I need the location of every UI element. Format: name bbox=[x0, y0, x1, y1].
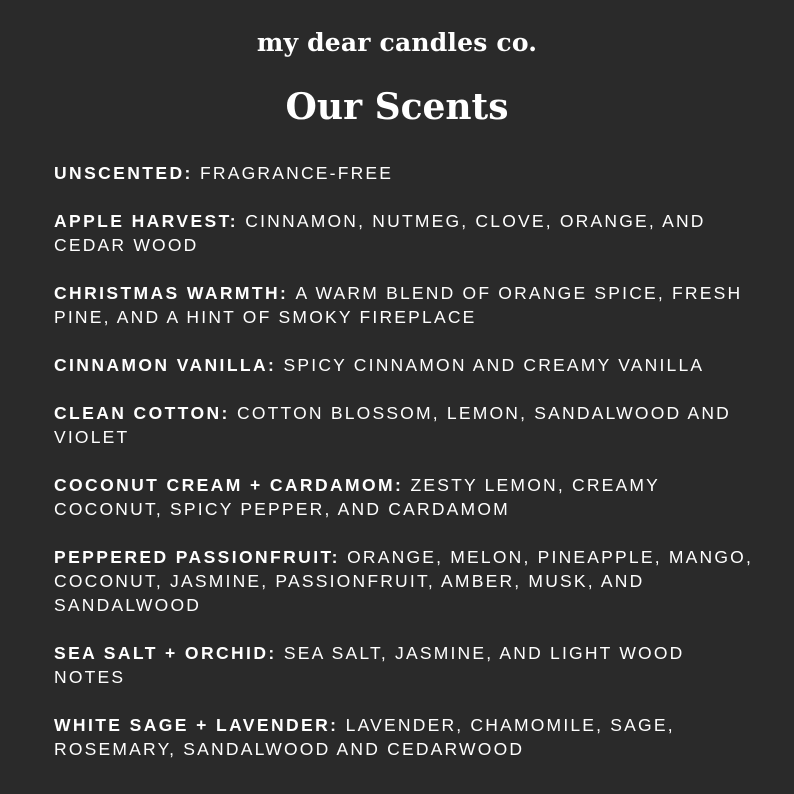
scent-item-peppered-passionfruit bbox=[54, 545, 754, 617]
scent-item-clean-cotton bbox=[54, 401, 754, 449]
scent-item-unscented bbox=[54, 161, 754, 185]
scent-item-coconut-cream-cardamom bbox=[54, 473, 754, 521]
scent-list bbox=[54, 161, 754, 785]
scent-name: CHRISTMAS WARMTH: bbox=[54, 283, 296, 303]
scent-notes: SPICY CINNAMON AND CREAMY VANILLA bbox=[283, 355, 705, 375]
scent-name: PEPPERED PASSIONFRUIT: bbox=[54, 547, 348, 567]
scent-name: WHITE SAGE + LAVENDER: bbox=[54, 715, 346, 735]
scent-item-sea-salt-orchid bbox=[54, 641, 754, 689]
scent-notes: LAVENDER, CHAMOMILE, SAGE, ROSEMARY, SANDALWOOD AND CEDARWOOD bbox=[54, 715, 675, 759]
scent-item-christmas-warmth bbox=[54, 281, 754, 329]
scent-name: APPLE HARVEST: bbox=[54, 211, 246, 231]
page-title: Our Scents bbox=[285, 86, 509, 128]
scent-item-cinnamon-vanilla bbox=[54, 353, 754, 377]
scent-notes: ORANGE, MELON, PINEAPPLE, MANGO, COCONUT, JASMINE, PASSIONFRUIT, AMBER, MUSK, AND SANDALWOOD bbox=[54, 547, 753, 615]
scent-name: CLEAN COTTON: bbox=[54, 403, 237, 423]
scent-notes: ZESTY LEMON, CREAMY COCONUT, SPICY PEPPER, AND CARDAMOM bbox=[54, 475, 660, 519]
scent-notes: A WARM BLEND OF ORANGE SPICE, FRESH PINE, AND A HINT OF SMOKY FIREPLACE bbox=[54, 283, 743, 327]
scent-item-apple-harvest bbox=[54, 209, 754, 257]
scent-notes: SEA SALT, JASMINE, AND LIGHT WOOD NOTES bbox=[54, 643, 685, 687]
scent-name: UNSCENTED: bbox=[54, 163, 200, 183]
scent-notes: COTTON BLOSSOM, LEMON, SANDALWOOD AND VIOLET bbox=[54, 403, 732, 447]
scent-item-white-sage-lavender bbox=[54, 713, 754, 761]
brand-name: my dear candles co. bbox=[256, 28, 538, 57]
scent-name: SEA SALT + ORCHID: bbox=[54, 643, 284, 663]
scent-name: COCONUT CREAM + CARDAMOM: bbox=[54, 475, 411, 495]
scent-name: CINNAMON VANILLA: bbox=[54, 355, 284, 375]
scent-notes: CINNAMON, NUTMEG, CLOVE, ORANGE, AND CEDAR WOOD bbox=[54, 211, 706, 255]
scent-notes: FRAGRANCE-FREE bbox=[200, 163, 394, 183]
